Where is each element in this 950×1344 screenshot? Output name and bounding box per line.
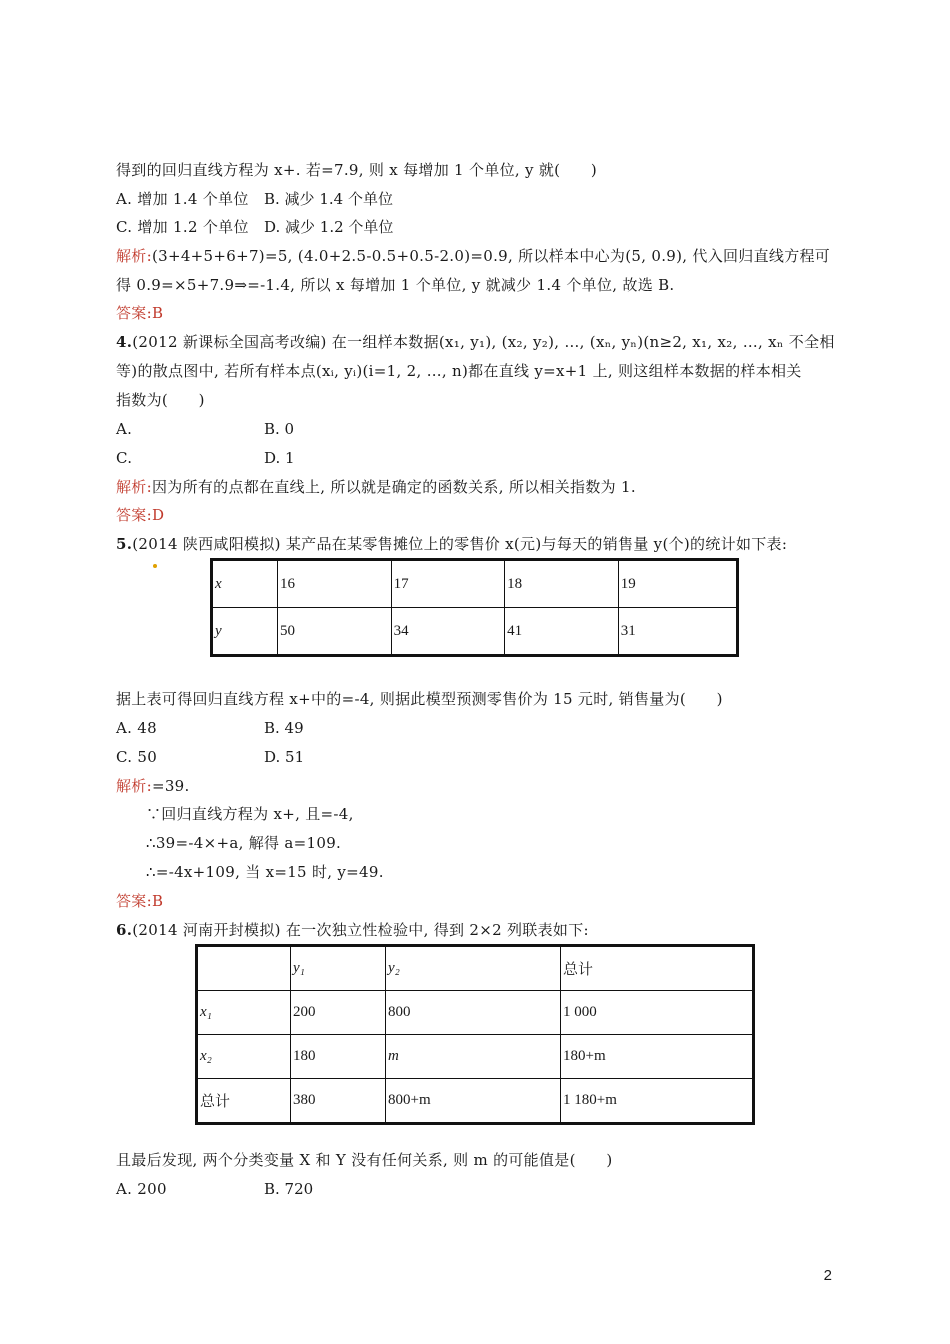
q5-option-c: C. 50 <box>116 748 158 766</box>
q3-option-a: A. 增加 1.4 个单位 <box>116 190 249 208</box>
q4-stem-2: 等)的散点图中, 若所有样本点(xᵢ, yᵢ)(i=1, 2, …, n)都在直线 y=x+1 上, 则这组样本数据的样本相关 <box>116 362 802 380</box>
q3-option-b: B. 减少 1.4 个单位 <box>264 190 393 208</box>
q4-number: 4. <box>116 333 133 351</box>
q3-option-c: C. 增加 1.2 个单位 <box>116 218 249 236</box>
table-cell: y₁ <box>291 946 386 991</box>
q5-option-b: B. 49 <box>264 719 304 737</box>
q5-option-d: D. 51 <box>264 748 305 766</box>
q4-analysis-text: 因为所有的点都在直线上, 所以就是确定的函数关系, 所以相关指数为 1. <box>151 478 636 496</box>
table-row <box>212 608 738 656</box>
q3-stem: 得到的回归直线方程为 x+. 若=7.9, 则 x 每增加 1 个单位, y 就( ) <box>116 161 598 179</box>
table-cell: 总计 <box>561 946 754 991</box>
table-cell: y₂ <box>386 946 561 991</box>
table-row <box>197 991 754 1035</box>
q5-option-a: A. 48 <box>116 719 157 737</box>
q5-analysis-2: ∵回归直线方程为 x+, 且=-4, <box>146 805 354 823</box>
table-cell: 总计 <box>197 1079 291 1124</box>
q4-stem-text-1: (2012 新课标全国高考改编) 在一组样本数据(x₁, y₁), (x₂, y₂), …, (xₙ, yₙ)(n≥2, x₁, x₂, …, xₙ 不全相 <box>132 333 835 351</box>
table-cell <box>197 946 291 991</box>
table-cell: 200 <box>291 991 386 1035</box>
q4-option-a: A. <box>116 420 133 438</box>
q6-number: 6. <box>116 921 133 939</box>
table-cell: 34 <box>391 608 505 656</box>
q5-answer: 答案:B <box>116 892 164 910</box>
q5-number: 5. <box>116 535 133 553</box>
q4-answer: 答案:D <box>116 506 165 524</box>
table-row <box>197 1079 754 1124</box>
page-number: 2 <box>823 1267 832 1284</box>
q6-after-table: 且最后发现, 两个分类变量 X 和 Y 没有任何关系, 则 m 的可能值是( ) <box>116 1151 613 1169</box>
table-cell: 380 <box>291 1079 386 1124</box>
table-row <box>212 560 738 608</box>
q5-analysis-1 <box>116 776 190 796</box>
q3-analysis-text-1: (3+4+5+6+7)=5, (4.0+2.5-0.5+0.5-2.0)=0.9, 所以样本中心为(5, 0.9), 代入回归直线方程可 <box>151 247 831 265</box>
q5-analysis-3: ∴39=-4×+a, 解得 a=109. <box>146 834 342 852</box>
ink-dot-mark <box>153 564 157 568</box>
q3-option-d: D. 减少 1.2 个单位 <box>264 218 394 236</box>
table-cell: x₂ <box>197 1035 291 1079</box>
q3-analysis-2: 得 0.9=×5+7.9⇒=-1.4, 所以 x 每增加 1 个单位, y 就减少 1.4 个单位, 故选 B. <box>116 276 675 294</box>
q5-after-table: 据上表可得回归直线方程 x+中的=-4, 则据此模型预测零售价为 15 元时, 销售量为( ) <box>116 690 723 708</box>
table-row <box>197 946 754 991</box>
price-sales-table <box>210 558 739 657</box>
q5-stem <box>116 534 787 554</box>
table-cell: y <box>212 608 278 656</box>
q4-option-d: D. 1 <box>264 449 295 467</box>
contingency-table <box>195 944 755 1125</box>
table-cell: 41 <box>505 608 619 656</box>
table-cell: 800+m <box>386 1079 561 1124</box>
q5-analysis-text-1: =39. <box>151 777 190 795</box>
table-cell: 1 000 <box>561 991 754 1035</box>
q3-analysis-label: 解析: <box>116 247 152 265</box>
q5-analysis-4: ∴=-4x+109, 当 x=15 时, y=49. <box>146 863 384 881</box>
table-cell: 16 <box>278 560 392 608</box>
q6-stem-text: (2014 河南开封模拟) 在一次独立性检验中, 得到 2×2 列联表如下: <box>132 921 589 939</box>
q6-stem <box>116 920 589 940</box>
q5-analysis-label: 解析: <box>116 777 152 795</box>
table-cell: x <box>212 560 278 608</box>
q4-option-c: C. <box>116 449 133 467</box>
table-cell: 180 <box>291 1035 386 1079</box>
table-cell: m <box>386 1035 561 1079</box>
table-cell: 17 <box>391 560 505 608</box>
table-cell: 50 <box>278 608 392 656</box>
q6-option-a: A. 200 <box>116 1180 167 1198</box>
table-cell: 800 <box>386 991 561 1035</box>
q3-answer: 答案:B <box>116 304 164 322</box>
q4-stem-1 <box>116 332 835 352</box>
q4-stem-3: 指数为( ) <box>116 391 205 409</box>
table-cell: 180+m <box>561 1035 754 1079</box>
table-cell: 19 <box>618 560 737 608</box>
table-cell: 1 180+m <box>561 1079 754 1124</box>
q3-analysis-1 <box>116 246 830 266</box>
q4-analysis-label: 解析: <box>116 478 152 496</box>
q5-stem-text: (2014 陕西咸阳模拟) 某产品在某零售摊位上的零售价 x(元)与每天的销售量 y(个)的统计如下表: <box>132 535 788 553</box>
q4-option-b: B. 0 <box>264 420 295 438</box>
table-cell: x₁ <box>197 991 291 1035</box>
q4-analysis <box>116 477 636 497</box>
q6-option-b: B. 720 <box>264 1180 314 1198</box>
table-cell: 18 <box>505 560 619 608</box>
table-row <box>197 1035 754 1079</box>
table-cell: 31 <box>618 608 737 656</box>
